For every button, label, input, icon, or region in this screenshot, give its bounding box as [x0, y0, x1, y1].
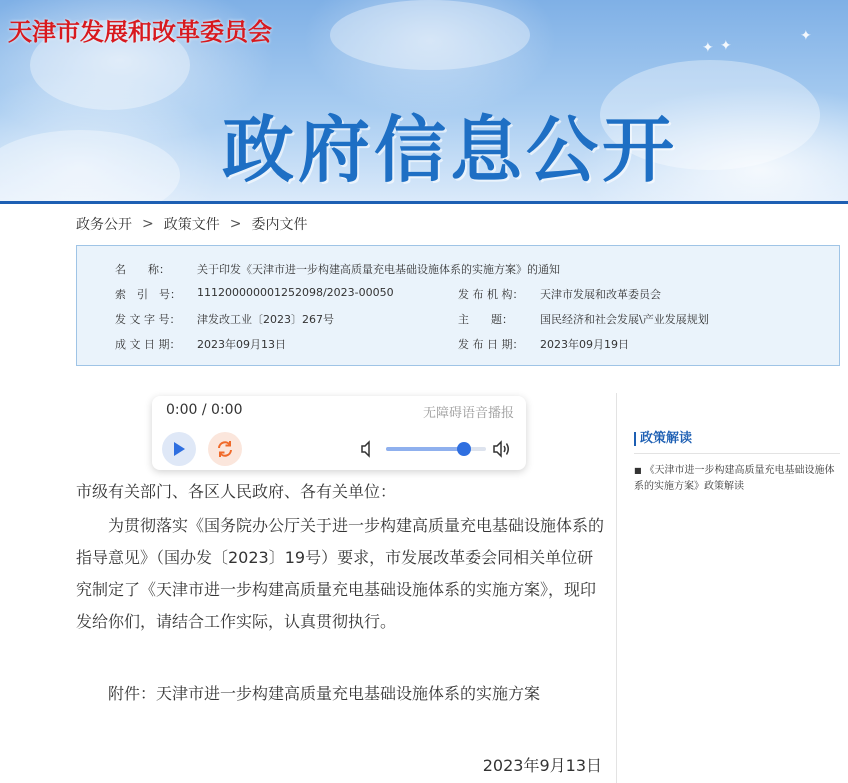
info-label: 名 称： — [115, 263, 170, 276]
breadcrumb-item-gov-affairs[interactable]: 政务公开 — [76, 217, 132, 233]
info-row-published — [458, 336, 629, 352]
volume-slider-fill — [386, 447, 464, 451]
info-label: 主 题： — [458, 313, 513, 326]
volume-low-icon[interactable] — [360, 440, 376, 458]
info-label: 成 文 日 期： — [115, 338, 181, 351]
sidebar-divider — [634, 453, 840, 454]
breadcrumb-item-internal-docs[interactable]: 委内文件 — [251, 217, 308, 233]
info-value: 津发改工业〔2023〕267号 — [197, 313, 334, 326]
refresh-icon — [215, 439, 235, 459]
audio-time: 0:00 / 0:00 — [166, 402, 243, 418]
info-label: 发 布 机 构： — [458, 288, 524, 301]
org-name[interactable]: 天津市发展和改革委员会 — [8, 18, 272, 46]
article-salutation: 市级有关部门、各区人民政府、各有关单位： — [76, 482, 397, 501]
breadcrumb-separator: > — [142, 216, 154, 232]
header-banner — [0, 0, 848, 203]
document-info-panel — [76, 245, 840, 366]
info-value: 2023年09月19日 — [540, 338, 629, 351]
info-row-name — [115, 261, 560, 277]
volume-high-icon[interactable] — [492, 440, 512, 458]
info-label: 发 布 日 期： — [458, 338, 524, 351]
volume-slider-handle[interactable] — [457, 442, 471, 456]
breadcrumb — [76, 214, 307, 234]
replay-button[interactable] — [208, 432, 242, 466]
info-row-publisher — [458, 286, 661, 302]
play-button[interactable] — [162, 432, 196, 466]
accessible-tts-label[interactable]: 无障碍语音播报 — [422, 406, 514, 421]
banner-title: 政府信息公开 — [222, 108, 679, 192]
info-value: 关于印发《天津市进一步构建高质量充电基础设施体系的实施方案》的通知 — [197, 263, 560, 276]
play-icon — [172, 441, 186, 457]
bird-icon: ✦ — [720, 38, 732, 54]
info-value: 2023年09月13日 — [197, 338, 286, 351]
info-row-doc-no — [115, 311, 334, 327]
article-paragraph: 为贯彻落实《国务院办公厅关于进一步构建高质量充电基础设施体系的指导意见》（国办发〔2023〕19号）要求，市发展改革委会同相关单位研究制定了《天津市进一步构建高质量充电基础设施体系的实施方案》，现印发给你们，请结合工作实际，认真贯彻执行。 — [76, 516, 605, 631]
info-label: 发 文 字 号： — [115, 313, 181, 326]
info-row-created — [115, 336, 286, 352]
audio-player — [152, 396, 526, 470]
info-row-index — [115, 286, 394, 302]
info-row-subject — [458, 311, 709, 327]
column-divider — [616, 393, 617, 783]
bird-icon: ✦ — [702, 40, 714, 56]
info-label: 索 引 号： — [115, 288, 181, 301]
volume-slider[interactable] — [386, 447, 486, 451]
article-date: 2023年9月13日 — [482, 756, 602, 775]
bullet-icon: ■ — [634, 466, 642, 475]
bird-icon: ✦ — [800, 28, 812, 44]
breadcrumb-item-policy-docs[interactable]: 政策文件 — [163, 217, 220, 233]
info-value: 国民经济和社会发展\产业发展规划 — [540, 313, 709, 326]
policy-interpretation-link-text: 《天津市进一步构建高质量充电基础设施体系的实施方案》政策解读 — [634, 465, 835, 492]
info-value: 天津市发展和改革委员会 — [540, 288, 661, 301]
policy-interpretation-link[interactable] — [634, 463, 840, 495]
article-attachment[interactable]: 附件：天津市进一步构建高质量充电基础设施体系的实施方案 — [108, 684, 541, 703]
breadcrumb-separator: > — [229, 216, 242, 232]
sidebar-title: 政策解读 — [634, 432, 692, 446]
banner-divider — [0, 201, 848, 204]
info-value: 111200000001252098/2023-00050 — [197, 286, 394, 299]
